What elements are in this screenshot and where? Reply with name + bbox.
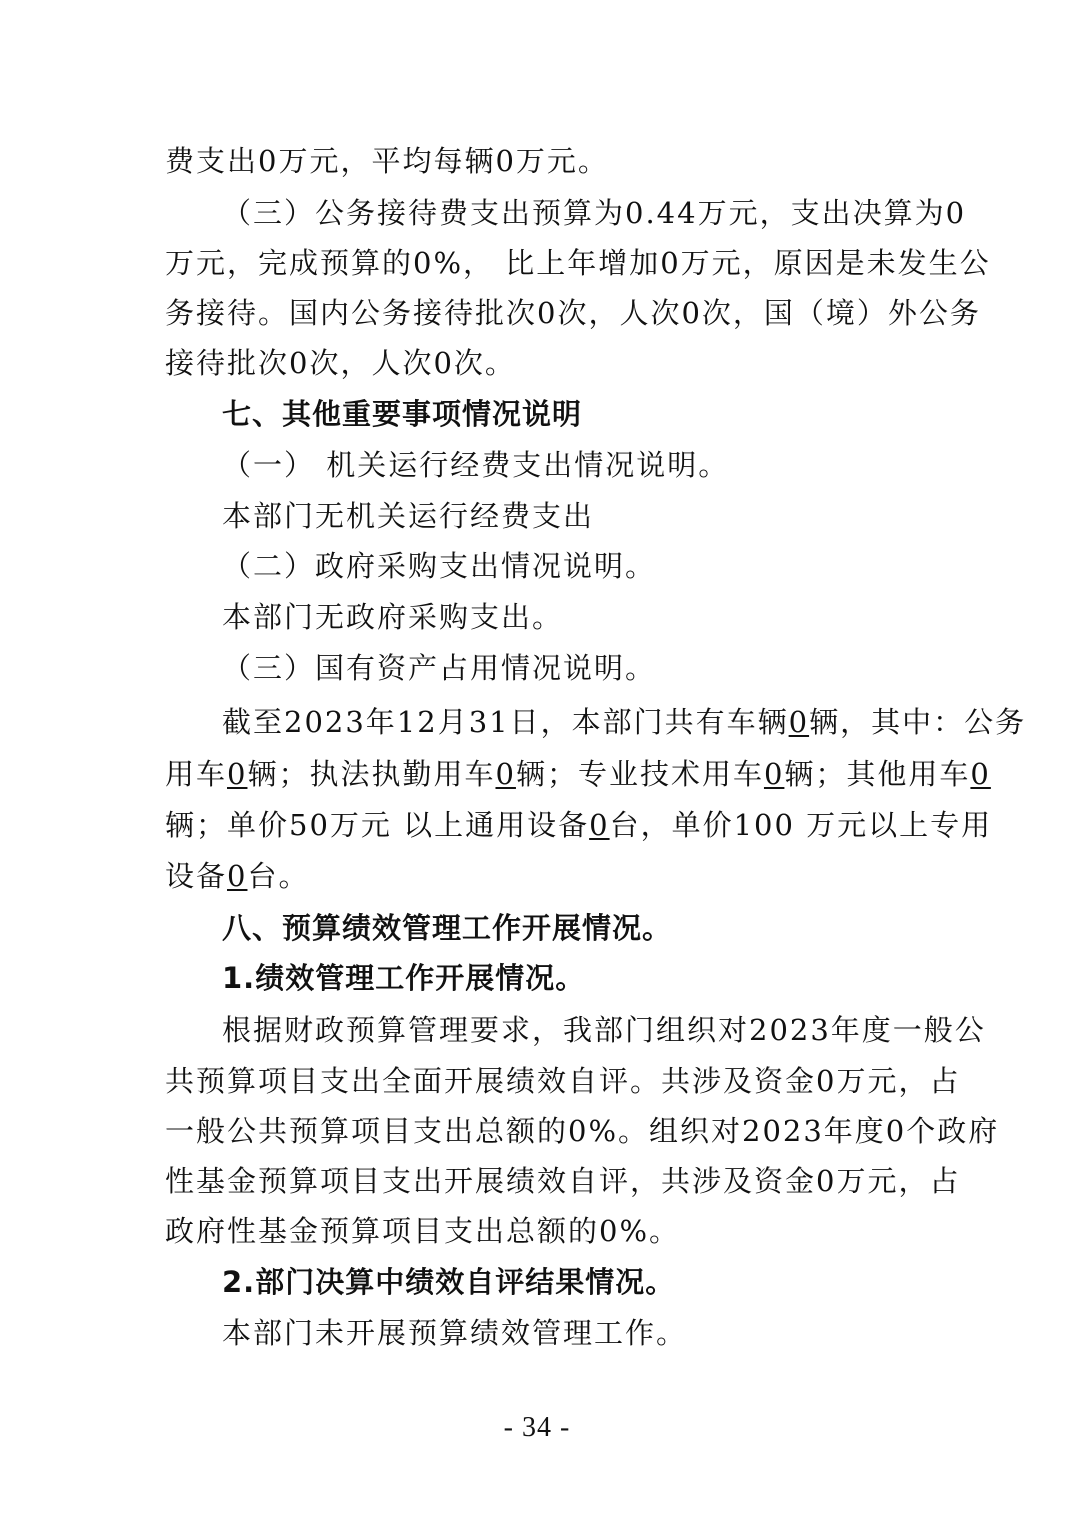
paragraph-line — [165, 756, 991, 792]
underlined-value: 0 — [788, 705, 810, 739]
paragraph-line: 一般公共预算项目支出总额的0%。组织对2023年度0个政府 — [165, 1114, 1000, 1148]
page-number: - 34 - — [503, 1412, 571, 1443]
subsection-heading-1: 1.绩效管理工作开展情况。 — [222, 961, 586, 995]
paragraph-line: 费支出0万元，平均每辆0万元。 — [165, 144, 609, 178]
paragraph-line: 共预算项目支出全面开展绩效自评。共涉及资金0万元，占 — [165, 1064, 961, 1098]
underlined-value: 0 — [970, 757, 991, 791]
subsection-heading-2: 2.部门决算中绩效自评结果情况。 — [222, 1265, 676, 1299]
text-run: 辆，其中：公务 — [809, 705, 1027, 739]
text-run: 台，单价100 万元以上专用 — [609, 808, 993, 842]
text-run: 设备 — [165, 859, 228, 893]
paragraph-line: 本部门无政府采购支出。 — [222, 600, 564, 634]
underlined-value: 0 — [227, 859, 248, 893]
underlined-value: 0 — [763, 757, 785, 791]
paragraph-line: 务接待。国内公务接待批次0次，人次0次，国（境）外公务 — [165, 296, 981, 330]
section-heading-7: 七、其他重要事项情况说明 — [222, 397, 583, 431]
paragraph-line: 本部门未开展预算绩效管理工作。 — [222, 1316, 688, 1350]
paragraph-line — [222, 704, 1027, 740]
subsection-heading: （二）政府采购支出情况说明。 — [222, 549, 657, 583]
text-run: 截至2023年12月31日，本部门共有车辆 — [222, 705, 789, 739]
paragraph-line: 万元，完成预算的0%， 比上年增加0万元，原因是未发生公 — [165, 246, 991, 280]
section-heading-8: 八、预算绩效管理工作开展情况。 — [222, 911, 673, 945]
text-run: 辆；单价50万元 以上通用设备 — [165, 808, 590, 842]
underlined-value: 0 — [589, 808, 610, 842]
underlined-value: 0 — [227, 757, 248, 791]
paragraph-line: 接待批次0次，人次0次。 — [165, 346, 516, 380]
paragraph-line: 性基金预算项目支出开展绩效自评，共涉及资金0万元，占 — [165, 1164, 961, 1198]
paragraph-line: （三）公务接待费支出预算为0.44万元，支出决算为0 — [222, 196, 967, 230]
text-run: 辆；执法执勤用车 — [247, 757, 496, 791]
text-run: 辆；其他用车 — [784, 757, 971, 791]
text-run: 台。 — [247, 859, 310, 893]
paragraph-line — [165, 858, 925, 894]
paragraph-line: 本部门无机关运行经费支出 — [222, 499, 595, 533]
text-run: 辆；专业技术用车 — [515, 757, 764, 791]
subsection-heading: （三）国有资产占用情况说明。 — [222, 651, 657, 685]
text-run: 用车 — [165, 757, 228, 791]
subsection-heading: （一） 机关运行经费支出情况说明。 — [222, 448, 730, 482]
paragraph-line: 根据财政预算管理要求，我部门组织对2023年度一般公 — [222, 1013, 986, 1047]
paragraph-line: 政府性基金预算项目支出总额的0%。 — [165, 1214, 681, 1248]
paragraph-line — [165, 807, 993, 843]
underlined-value: 0 — [495, 757, 516, 791]
